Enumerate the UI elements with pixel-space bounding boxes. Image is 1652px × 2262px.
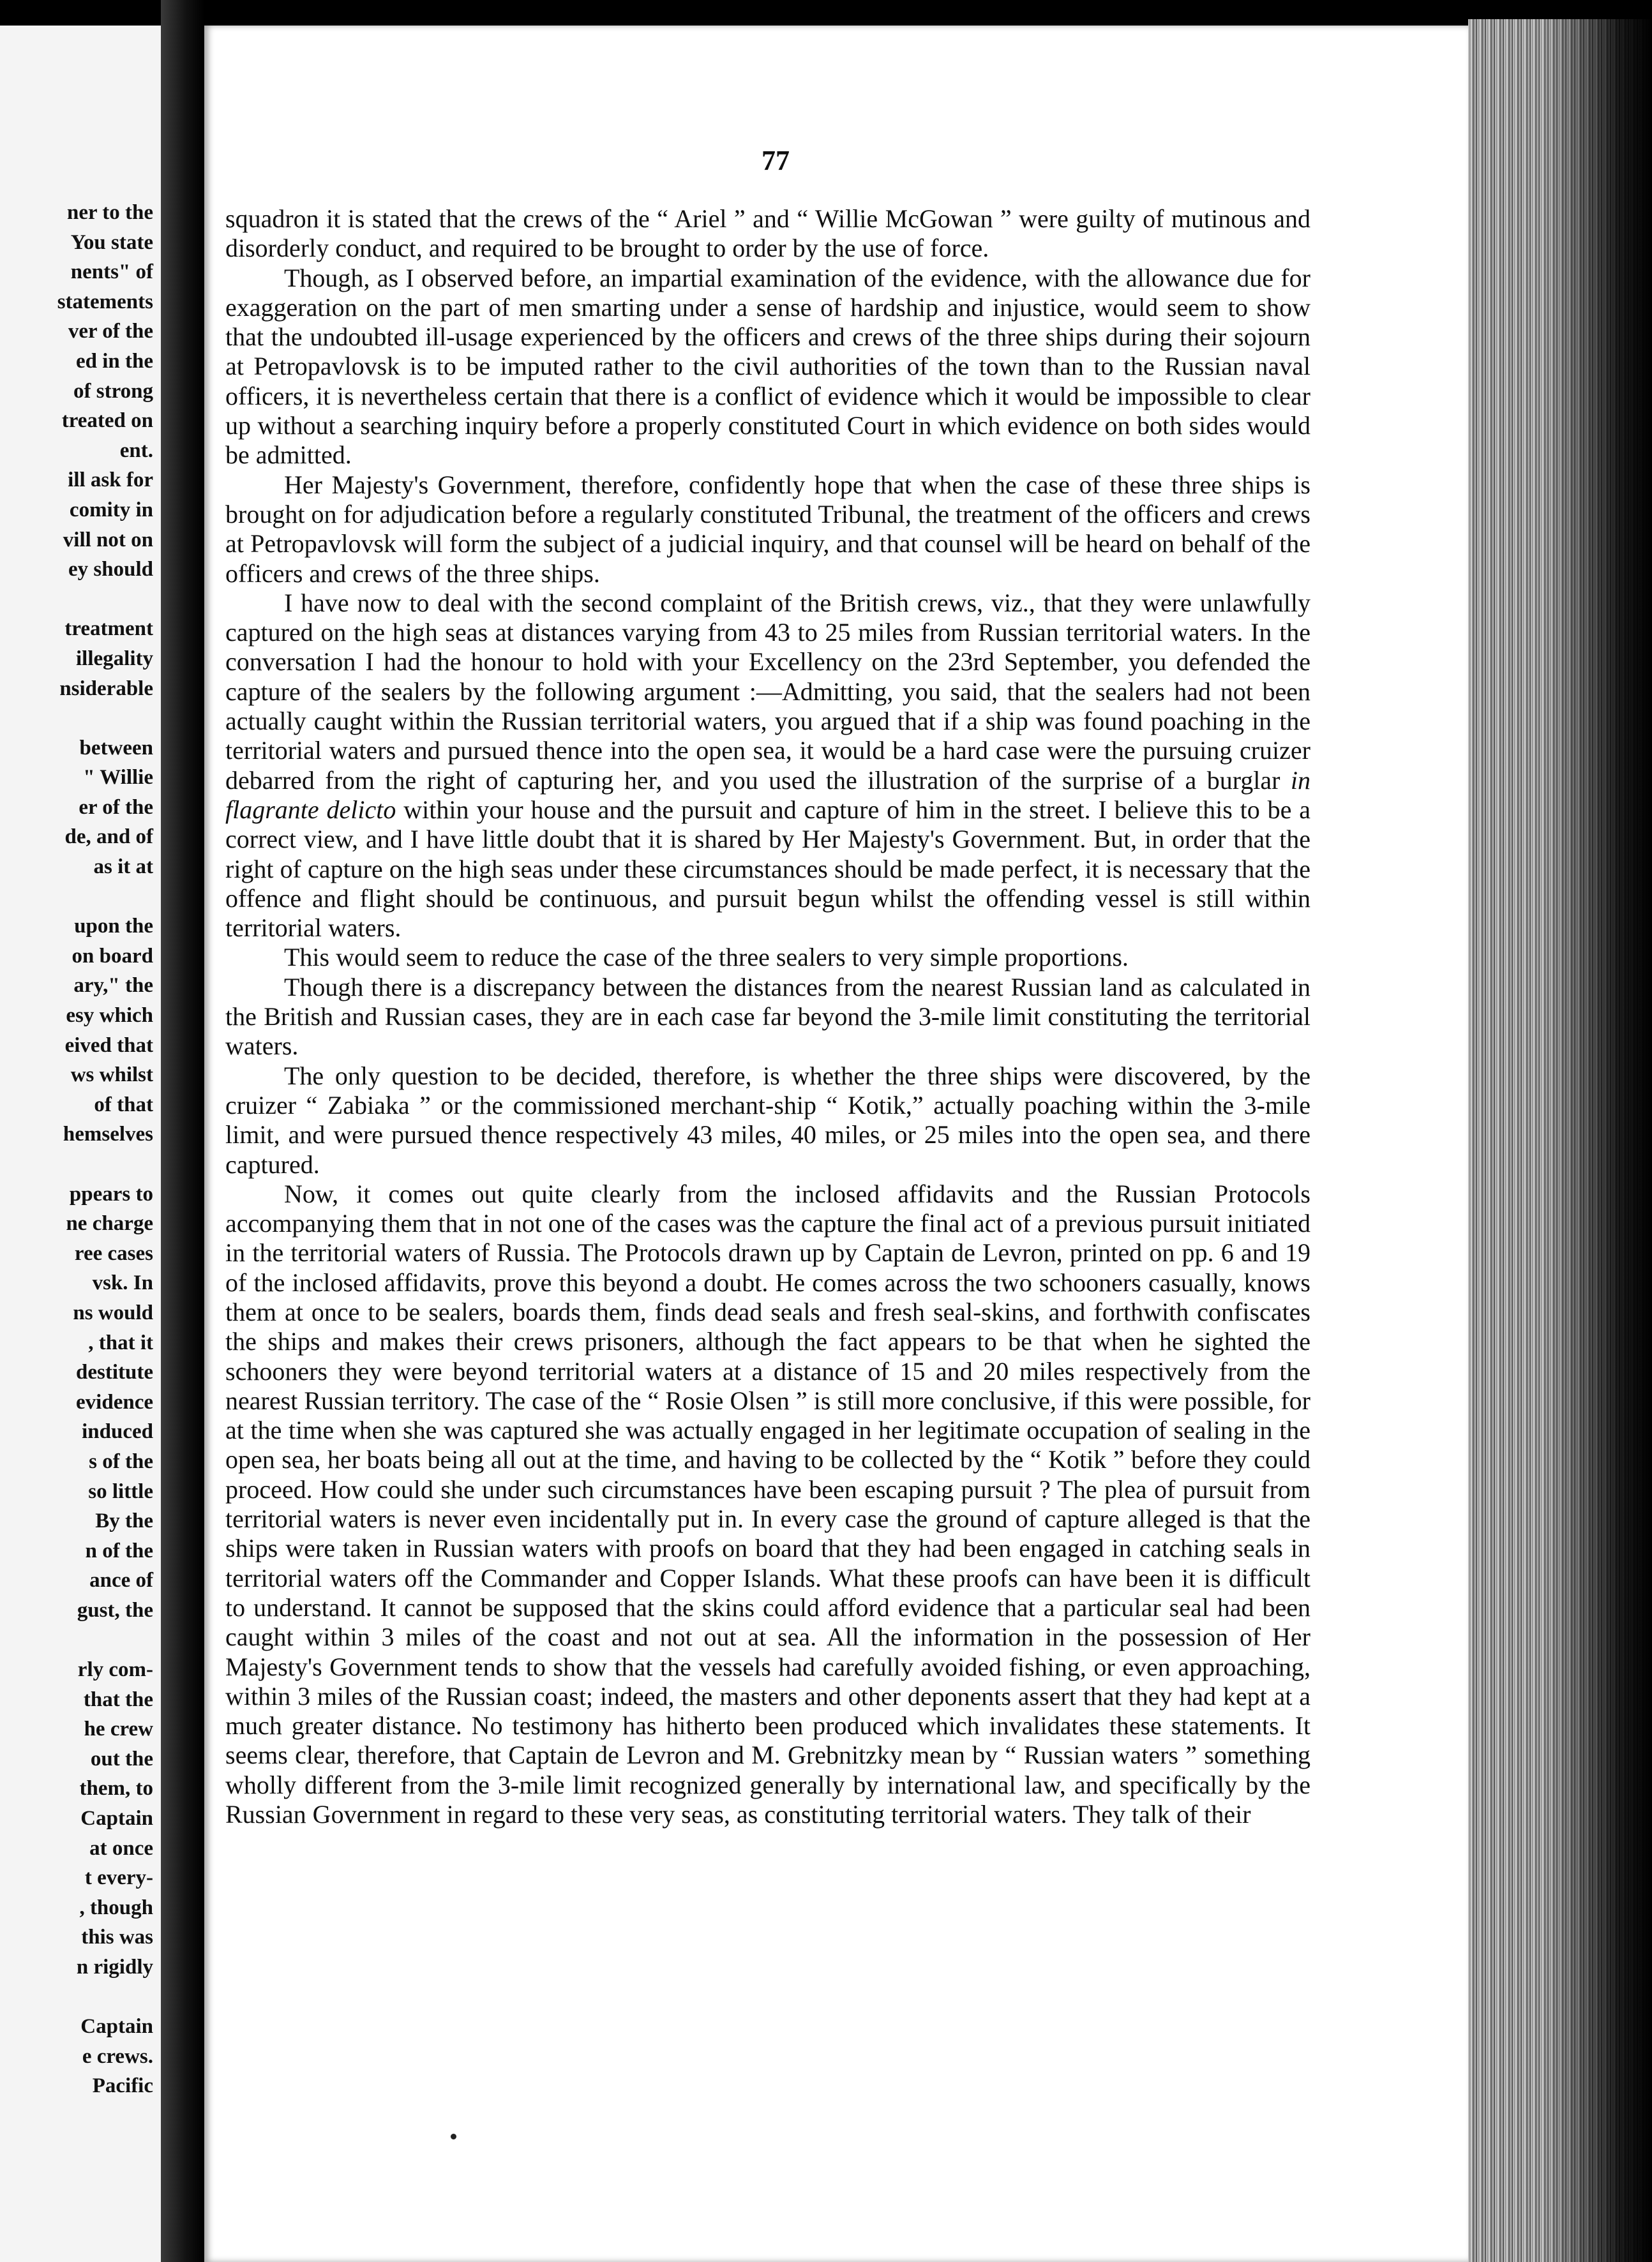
- paragraph-5: This would seem to reduce the case of the three sealers to very simple proportions.: [284, 943, 1129, 972]
- left-page-line: illegality: [76, 647, 153, 670]
- page-edges-shadow: [1543, 19, 1652, 2262]
- left-page-line: vsk. In: [92, 1271, 153, 1295]
- paragraph-4-part-2: within your house and the pursuit and capture of him in the street. I believe this to be a correct view, and I have little doubt that it is shared by Her Majesty's Government. But, in order that the right of capture on the high seas under these circumstances should be made perfect, it is necessary that the offence and flight should be continuous, and pursuit begun whilst the offending vessel is still within territorial waters.: [225, 795, 1311, 943]
- left-page-line: treatment: [64, 617, 153, 641]
- left-page-line: hemselves: [63, 1123, 153, 1146]
- paragraph-7: The only question to be decided, therefore, is whether the three ships were discovered, by the cruizer “ Zabiaka ” or the commissioned merchant-ship “ Kotik,” actually poaching within the 3-mile limit, and were pursued thence respectively 43 miles, 40 miles, or 25 miles into the open sea, and there captured.: [225, 1061, 1310, 1179]
- left-page-line: ner to the: [66, 201, 153, 224]
- left-page-line: as it at: [93, 855, 153, 879]
- left-page-line: " Willie: [83, 766, 153, 790]
- left-page-line: vill not on: [63, 528, 153, 551]
- left-page-gap: [0, 1626, 153, 1656]
- left-page-line: statements: [57, 290, 153, 313]
- left-page-line: them, to: [79, 1777, 153, 1801]
- left-page-line: evidence: [76, 1390, 153, 1414]
- left-page-line: e crews.: [82, 2044, 153, 2068]
- left-page-line: treated on: [61, 409, 153, 433]
- body-text: [225, 204, 1310, 1829]
- left-page-line: induced: [82, 1420, 153, 1444]
- page-number: 77: [762, 145, 790, 176]
- left-page-line: destitute: [76, 1361, 153, 1384]
- left-page-line: so little: [88, 1479, 153, 1503]
- page-edges: [1468, 19, 1652, 2262]
- left-page-line: ns would: [73, 1301, 153, 1324]
- left-page-line: You state: [70, 230, 153, 254]
- left-page-line: ed in the: [75, 349, 153, 373]
- left-page-line: of strong: [73, 379, 153, 403]
- left-page-line: n of the: [85, 1539, 153, 1562]
- left-page-line: n rigidly: [76, 1956, 153, 1979]
- left-page-line: ary," the: [73, 974, 153, 998]
- paragraph-4-part-1: I have now to deal with the second complaint of the British crews, viz., that they were unlawfully captured on the high seas at distances varying from 43 to 25 miles from Russian territorial waters. In the conversation I had the honour to hold with your Excellency on the 23rd September, you defended the capture of the sealers by the following argument :—Admitting, you said, that the sealers had not been actually caught within the Russian territorial waters, you argued that if a ship was found poaching in the territorial waters and pursued thence into the open sea, it would be a hard case were the pursuing cruizer debarred from the right of capturing her, and you used the illustration of the surprise of a burglar: [225, 588, 1310, 795]
- left-facing-page: [0, 26, 161, 2262]
- paragraph-6: Though there is a discrepancy between the distances from the nearest Russian land as calculated in the British and Russian cases, they are in each case far beyond the 3-mile limit constituting the territorial waters.: [225, 972, 1310, 1061]
- latin-phrase: in flagrante delicto: [225, 765, 1310, 824]
- left-page-line: nents" of: [70, 260, 153, 284]
- left-page-line: , though: [79, 1896, 153, 1919]
- left-page-line: , that it: [88, 1331, 153, 1354]
- left-page-text-fragments: [0, 198, 153, 2101]
- left-page-line: s of the: [89, 1449, 153, 1473]
- left-page-line: at once: [89, 1836, 153, 1860]
- left-page-gap: [0, 585, 153, 615]
- left-page-gap: [0, 882, 153, 912]
- left-page-line: ill ask for: [68, 468, 153, 492]
- left-page-line: ey should: [68, 558, 153, 581]
- paragraph-8: Now, it comes out quite clearly from the inclosed affidavits and the Russian Protocols accompanying them that in not one of the cases was the capture the final act of a previous pursuit initiated in the territorial waters of Russia. The Protocols drawn up by Captain de Levron, printed on pp. 6 and 19 of the inclosed affidavits, prove this beyond a doubt. He comes across the two schooners casually, knows them at once to be sealers, boards them, finds dead seals and fresh seal-skins, and forthwith confiscates the ships and makes their crews prisoners, although the fact appears to be that when he sighted the schooners they were beyond territorial waters at a distance of 15 and 20 miles respectively from the nearest Russian territory. The case of the “ Rosie Olsen ” is still more conclusive, if this were possible, for at the time when she was captured she was actually engaged in her legitimate occupation of sealing in the open sea, her boats being all out at the time, and having to be collected by the “ Kotik ” before they could proceed. How could she under such circumstances have been escaping pursuit ? The plea of pursuit from territorial waters is never even incidentally put in. In every case the ground of capture alleged is that the ships were taken in Russian waters with proofs on board that they had been engaged in catching seals in territorial waters off the Commander and Copper Islands. What these proofs can have been it is difficult to understand. It cannot be supposed that the skins could afford evidence that a particular seal had been caught within 3 miles of the coast and not out at sea. All the information in the possession of Her Majesty's Government tends to show that the vessels had carefully avoided fishing, or even approaching, within 3 miles of the Russian coast; indeed, the masters and other deponents assert that they had kept at a much greater distance. No testimony has hitherto been produced which invalidates these statements. It seems clear, therefore, that Captain de Levron and M. Grebnitzky mean by “ Russian waters ” something wholly different from the 3-mile limit recognized generally by international law, and specifically by the Russian Government in regard to these very seas, as constituting territorial waters. They talk of their: [225, 1179, 1310, 1829]
- left-page-line: Pacific: [92, 2074, 153, 2098]
- left-page-line: comity in: [69, 498, 153, 521]
- left-page-line: gust, the: [77, 1598, 153, 1622]
- left-page-line: ent.: [119, 438, 153, 462]
- book-gutter: [161, 0, 204, 2262]
- left-page-line: he crew: [84, 1718, 153, 1741]
- left-page-line: ws whilst: [70, 1063, 153, 1087]
- left-page-line: upon the: [74, 915, 153, 938]
- left-page-line: ppears to: [69, 1182, 153, 1206]
- left-page-line: esy which: [66, 1004, 153, 1028]
- left-page-line: de, and of: [64, 825, 153, 849]
- left-page-line: ne charge: [66, 1212, 153, 1236]
- left-page-line: nsiderable: [59, 677, 153, 700]
- left-page-line: By the: [95, 1509, 153, 1533]
- ink-speck: [451, 2134, 456, 2139]
- left-page-line: of that: [94, 1093, 153, 1116]
- left-page-line: er of the: [79, 795, 153, 819]
- left-page-gap: [0, 1982, 153, 2012]
- paragraph-1: squadron it is stated that the crews of the “ Ariel ” and “ Willie McGowan ” were guilty of mutinous and disorderly conduct, and required to be brought to order by the use of force.: [225, 204, 1310, 263]
- left-page-line: ance of: [89, 1569, 153, 1592]
- paragraph-2: Though, as I observed before, an impartial examination of the evidence, with the allowance due for exaggeration on the part of men smarting under a sense of hardship and injustice, would seem to show that the undoubted ill-usage experienced by the officers and crews of the three ships during their sojourn at Petropavlovsk is to be imputed rather to the civil authorities of the town than to the Russian naval officers, it is nevertheless certain that there is a conflict of evidence which it would be impossible to clear up without a searching inquiry before a properly constituted Court in which evidence on both sides would be admitted.: [225, 263, 1310, 470]
- left-page-line: ver of the: [68, 320, 153, 343]
- left-page-line: ree cases: [74, 1241, 153, 1265]
- left-page-gap: [0, 703, 153, 733]
- paragraph-3: Her Majesty's Government, therefore, confidently hope that when the case of these three ships is brought on for adjudication before a regularly constituted Tribunal, the treatment of the officers and crews at Petropavlovsk will form the subject of a judicial inquiry, and that counsel will be heard on behalf of the officers and crews of the three ships.: [225, 470, 1310, 588]
- left-page-line: eived that: [64, 1033, 153, 1057]
- left-page-gap: [0, 1150, 153, 1180]
- left-page-line: out the: [90, 1747, 153, 1771]
- left-page-line: Captain: [80, 1807, 153, 1831]
- left-page-line: t every-: [84, 1866, 153, 1890]
- left-page-line: rly com-: [77, 1658, 153, 1682]
- paragraph-4: [225, 588, 1310, 943]
- left-page-line: that the: [83, 1688, 153, 1711]
- left-page-line: this was: [81, 1926, 153, 1949]
- left-page-line: on board: [71, 944, 153, 968]
- left-page-line: between: [79, 736, 153, 760]
- left-page-line: Captain: [80, 2015, 153, 2039]
